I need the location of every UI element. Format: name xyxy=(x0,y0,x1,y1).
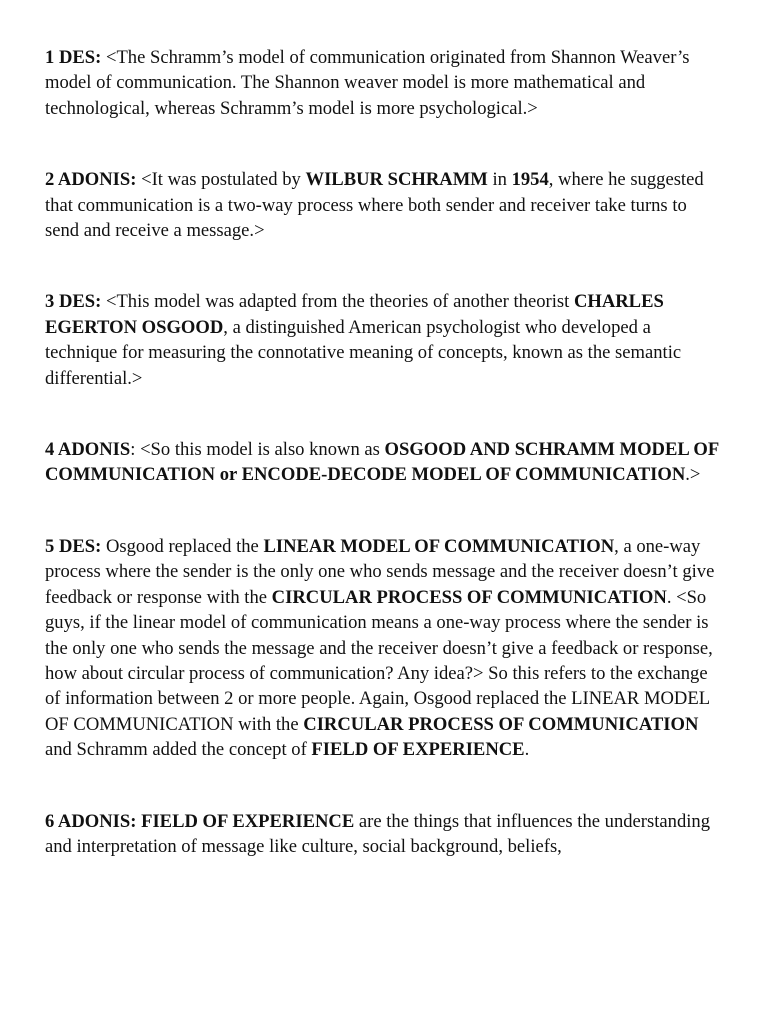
paragraph-5 xyxy=(45,534,725,763)
paragraph-text: Osgood replaced the xyxy=(101,535,264,557)
paragraph-4 xyxy=(45,437,725,488)
bold-term: CIRCULAR PROCESS OF COMMUNICATION xyxy=(303,713,699,735)
paragraph-2 xyxy=(45,167,725,243)
paragraph-text: .> xyxy=(685,464,701,486)
speaker-label: 2 ADONIS: xyxy=(45,169,137,191)
paragraph-text: <It was postulated by xyxy=(136,169,306,191)
paragraph-text: : <So this model is also known as xyxy=(130,439,385,461)
speaker-label: 1 DES: xyxy=(45,47,102,68)
paragraph-text: and Schramm added the concept of xyxy=(45,739,312,761)
speaker-label: 4 ADONIS xyxy=(45,439,131,461)
bold-term: WILBUR SCHRAMM xyxy=(305,169,488,191)
bold-term: CHARLES EGERTON OSGOOD xyxy=(45,291,664,338)
bold-term: OSGOOD AND SCHRAMM MODEL OF COMMUNICATION or ENCODE-DECODE MODEL OF COMMUNICATION xyxy=(45,439,719,486)
paragraph-3 xyxy=(45,289,725,391)
bold-term: CIRCULAR PROCESS OF COMMUNICATION xyxy=(271,586,667,608)
paragraph-text: . <So guys, if the linear model of communication means a one-way process where the sender is the only one who sends the message and the receiver doesn’t give a feedback or response, how about circular process of communication? Any idea?> So this refers to the exchange of information between 2 or more people. Again, Osgood replaced the LINEAR MODEL OF COMMUNICATION with the xyxy=(45,586,713,735)
paragraph-text: , a distinguished American psychologist who developed a technique for measuring the connotative meaning of concepts, known as the semantic differential.> xyxy=(45,316,682,389)
paragraph-text: . xyxy=(524,739,530,761)
speaker-label: 6 ADONIS: FIELD OF EXPERIENCE xyxy=(45,810,355,832)
paragraph-text: <This model was adapted from the theories of another theorist xyxy=(101,291,574,313)
paragraph-text: are the things that influences the understanding and interpretation of message like culture, social background, beliefs, xyxy=(45,810,711,857)
paragraph-6 xyxy=(45,809,725,860)
paragraph-1 xyxy=(45,45,725,121)
paragraph-text: <The Schramm’s model of communication originated from Shannon Weaver’s model of communication. The Shannon weaver model is more mathematical and technological, whereas Schramm’s model is more psychological.> xyxy=(45,47,690,119)
bold-term: LINEAR MODEL OF COMMUNICATION xyxy=(263,535,615,557)
paragraph-text: , where he suggested that communication is a two-way process where both sender and receiver take turns to send and receive a message.> xyxy=(45,169,704,242)
bold-term: 1954 xyxy=(511,169,549,191)
bold-term: FIELD OF EXPERIENCE xyxy=(311,739,525,761)
speaker-label: 3 DES: xyxy=(45,291,102,313)
paragraph-text: in xyxy=(487,169,512,191)
speaker-label: 5 DES: xyxy=(45,535,102,557)
document-page xyxy=(45,45,725,859)
paragraph-text: , a one-way process where the sender is the only one who sends message and the receiver doesn’t give feedback or response with the xyxy=(45,535,715,608)
